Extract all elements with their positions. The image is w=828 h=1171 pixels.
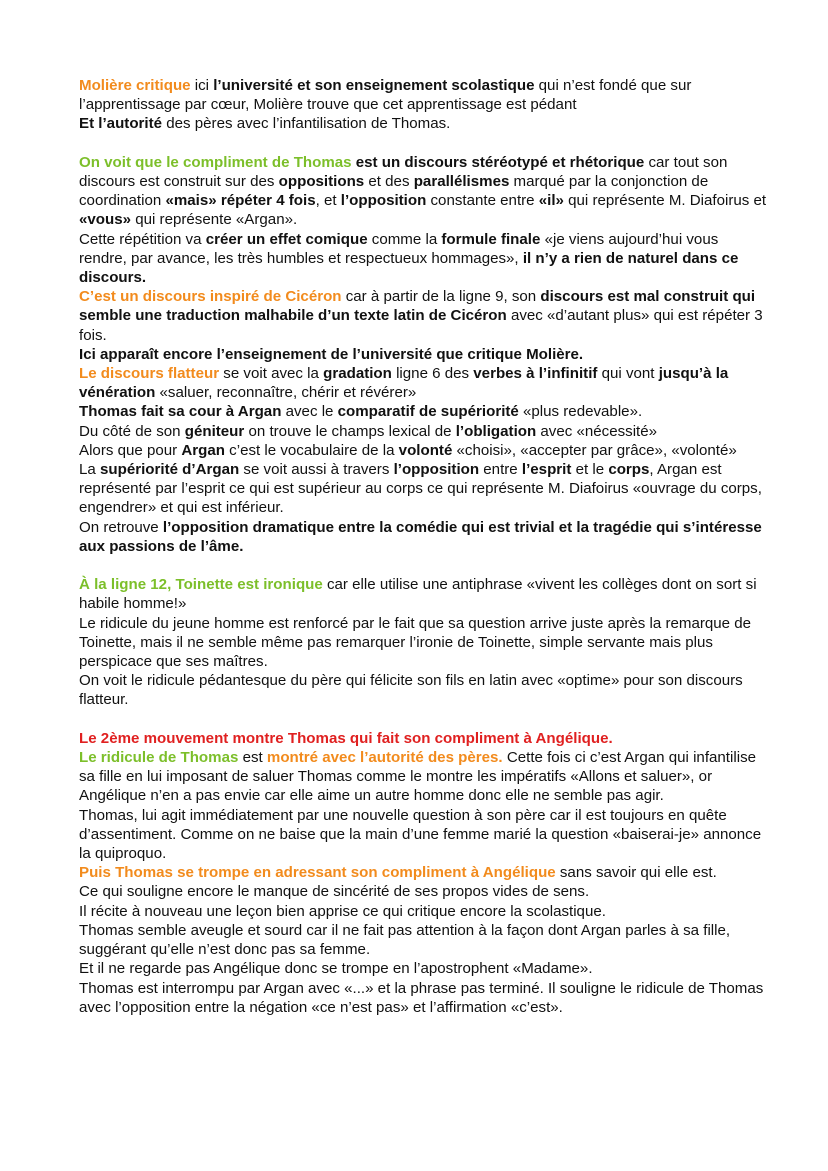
- text-segment: l’opposition dramatique entre la comédie qui est trivial et la tragédie qui s’intéresse aux passions de l’âme.: [79, 518, 762, 555]
- text-segment: Le 2ème mouvement montre Thomas qui fait son compliment à Angélique.: [79, 729, 613, 747]
- text-segment: Ce qui souligne encore le manque de sincérité de ses propos vides de sens.: [79, 883, 590, 901]
- text-segment: corps: [608, 461, 650, 479]
- paragraph: [79, 882, 769, 901]
- text-segment: c’est le vocabulaire de la: [224, 441, 399, 459]
- text-segment: est un discours stéréotypé et rhétorique: [355, 153, 645, 171]
- text-segment: Thomas semble aveugle et sourd car il ne fait pas attention à la façon dont Argan parles à sa fille, suggérant qu’elle n’est donc pas sa femme.: [79, 921, 731, 959]
- text-segment: Le discours flatteur: [79, 365, 220, 383]
- paragraph: [79, 921, 769, 959]
- text-segment: ici: [190, 77, 214, 94]
- text-segment: avec le: [281, 403, 338, 421]
- text-segment: qui représente M. Diafoirus et: [563, 192, 767, 210]
- text-segment: car tout son discours est construit sur des: [79, 153, 728, 190]
- paragraph: [79, 364, 769, 402]
- paragraph: [79, 402, 769, 421]
- paragraph: [79, 441, 769, 460]
- paragraph: [79, 114, 769, 133]
- paragraph: [79, 460, 769, 518]
- paragraph: [79, 422, 769, 441]
- text-segment: , et: [315, 192, 341, 210]
- text-segment: formule finale: [441, 230, 541, 248]
- text-segment: est: [238, 749, 267, 767]
- text-segment: jusqu’à la vénération: [79, 365, 729, 402]
- text-segment: Thomas est interrompu par Argan avec «...» et la phrase pas terminé. Il souligne le ridicule de Thomas avec l’opposition entre la négation «ce n’est pas» et l’affirmation «c’est».: [79, 979, 764, 1016]
- text-segment: Ici apparaît encore l’enseignement de l’université que critique Molière.: [79, 345, 584, 363]
- paragraph: [79, 902, 769, 921]
- text-segment: créer un effet comique: [205, 230, 368, 248]
- text-segment: qui vont: [597, 365, 659, 383]
- text-segment: Puis Thomas se trompe en adressant son compliment à Angélique: [79, 864, 556, 882]
- text-segment: Alors que pour: [79, 441, 182, 459]
- paragraph: [79, 748, 769, 806]
- paragraph: [79, 76, 769, 114]
- paragraph: [79, 806, 769, 864]
- paragraph: [79, 230, 769, 288]
- text-segment: l’opposition: [393, 461, 480, 479]
- text-segment: car à partir de la ligne 9, son: [341, 288, 541, 306]
- text-segment: sans savoir qui elle est.: [555, 864, 717, 882]
- text-segment: oppositions: [278, 173, 365, 190]
- text-segment: Cette fois ci c’est Argan qui infantilise sa fille en lui imposant de saluer Thomas comme le montre les impératifs «Allons et saluer», or Angélique n’en a pas envie car elle aime un autre homme donc elle ne semble pas agir.: [79, 749, 757, 805]
- text-segment: l’université et son enseignement scolastique: [213, 77, 535, 94]
- text-segment: ligne 6 des: [391, 365, 474, 383]
- text-segment: constante entre: [426, 192, 539, 210]
- paragraph: [79, 153, 769, 230]
- text-segment: On voit que le compliment de Thomas: [79, 153, 356, 171]
- text-segment: C’est un discours inspiré de Cicéron: [79, 288, 342, 306]
- text-segment: Du côté de son: [79, 422, 185, 440]
- text-segment: , Argan est représenté par l’esprit ce qui est supérieur au corps ce qui représente M. Diafoirus «ouvrage du corps, engendrer» et qui est inférieur.: [79, 461, 762, 517]
- text-segment: avec «d’autant plus» qui est répéter 3 fois.: [79, 307, 763, 344]
- text-segment: verbes à l’infinitif: [473, 365, 598, 383]
- text-segment: «choisi», «accepter par grâce», «volonté»: [452, 441, 737, 459]
- text-segment: Molière critique: [79, 77, 191, 94]
- paragraph: [79, 345, 769, 364]
- paragraph-gap: [79, 710, 769, 729]
- paragraph: [79, 671, 769, 709]
- text-segment: avec «nécessité»: [536, 422, 658, 440]
- text-segment: supériorité d’Argan: [99, 461, 240, 479]
- text-segment: «plus redevable».: [518, 403, 643, 421]
- paragraph: [79, 575, 769, 613]
- text-segment: Argan: [181, 441, 225, 459]
- paragraph: [79, 959, 769, 978]
- paragraph: [79, 518, 769, 556]
- text-segment: entre: [479, 461, 522, 479]
- text-segment: Cette répétition va: [79, 230, 206, 248]
- text-segment: «vous»: [79, 211, 132, 229]
- text-segment: marqué par la conjonction de coordination: [79, 173, 709, 210]
- text-segment: se voit aussi à travers: [239, 461, 394, 479]
- text-segment: Thomas, lui agit immédiatement par une nouvelle question à son père car il est toujours en quête d’assentiment. Comme on ne baise que la main d’une femme marié la question «baiserai-je» annonce la quiproquo.: [79, 806, 762, 863]
- text-segment: il n’y a rien de naturel dans ce discours.: [79, 249, 739, 287]
- text-segment: géniteur: [184, 422, 245, 440]
- text-segment: Et il ne regarde pas Angélique donc se trompe en l’apostrophent «Madame».: [79, 960, 593, 978]
- text-segment: À la ligne 12, Toinette est ironique: [79, 576, 323, 594]
- paragraph: [79, 287, 769, 345]
- paragraph-gap: [79, 556, 769, 575]
- text-segment: Et l’autorité: [79, 115, 163, 133]
- text-segment: l’esprit: [521, 461, 572, 479]
- paragraph: [79, 729, 769, 748]
- text-segment: parallélismes: [413, 173, 510, 190]
- text-segment: qui représente «Argan».: [131, 211, 298, 229]
- text-segment: gradation: [323, 365, 392, 383]
- text-segment: On voit le ridicule pédantesque du père qui félicite son fils en latin avec «optime» pour son discours flatteur.: [79, 672, 743, 709]
- paragraph-gap: [79, 134, 769, 153]
- document-body: [79, 76, 769, 1017]
- text-segment: on trouve le champs lexical de: [244, 422, 456, 440]
- text-segment: Thomas fait sa cour à Argan: [79, 403, 282, 421]
- text-segment: car elle utilise une antiphrase «vivent les collèges dont on sort si habile homme!»: [79, 576, 757, 613]
- text-segment: Le ridicule de Thomas: [79, 749, 239, 767]
- text-segment: qui n’est fondé que sur l’apprentissage par cœur, Molière trouve que cet apprentissage est pédant: [79, 77, 692, 114]
- paragraph: [79, 614, 769, 672]
- text-segment: montré avec l’autorité des pères.: [266, 749, 503, 767]
- text-segment: discours est mal construit qui semble une traduction malhabile d’un texte latin de Cicéron: [79, 288, 756, 325]
- text-segment: «il»: [538, 192, 564, 210]
- text-segment: Il récite à nouveau une leçon bien apprise ce qui critique encore la scolastique.: [79, 902, 606, 920]
- text-segment: l’opposition: [340, 192, 427, 210]
- paragraph: [79, 863, 769, 882]
- text-segment: «je viens aujourd’hui vous rendre, par avance, les très humbles et respectueux hommages»,: [79, 230, 719, 267]
- text-segment: des pères avec l’infantilisation de Thomas.: [162, 115, 451, 133]
- text-segment: volonté: [398, 441, 453, 459]
- text-segment: «mais» répéter 4 fois: [165, 192, 316, 210]
- text-segment: comparatif de supériorité: [337, 403, 519, 421]
- text-segment: et le: [571, 461, 609, 479]
- text-segment: se voit avec la: [219, 365, 324, 383]
- text-segment: On retrouve: [79, 518, 163, 536]
- text-segment: comme la: [367, 230, 442, 248]
- text-segment: «saluer, reconnaître, chérir et révérer»: [155, 384, 417, 402]
- text-segment: La: [79, 461, 100, 479]
- text-segment: l’obligation: [455, 422, 537, 440]
- paragraph: [79, 979, 769, 1017]
- text-segment: et des: [364, 173, 414, 190]
- text-segment: Le ridicule du jeune homme est renforcé par le fait que sa question arrive juste après la remarque de Toinette, mais il ne semble même pas remarquer l’ironie de Toinette, simple servante mais plus perspicace que ses maîtres.: [79, 614, 752, 671]
